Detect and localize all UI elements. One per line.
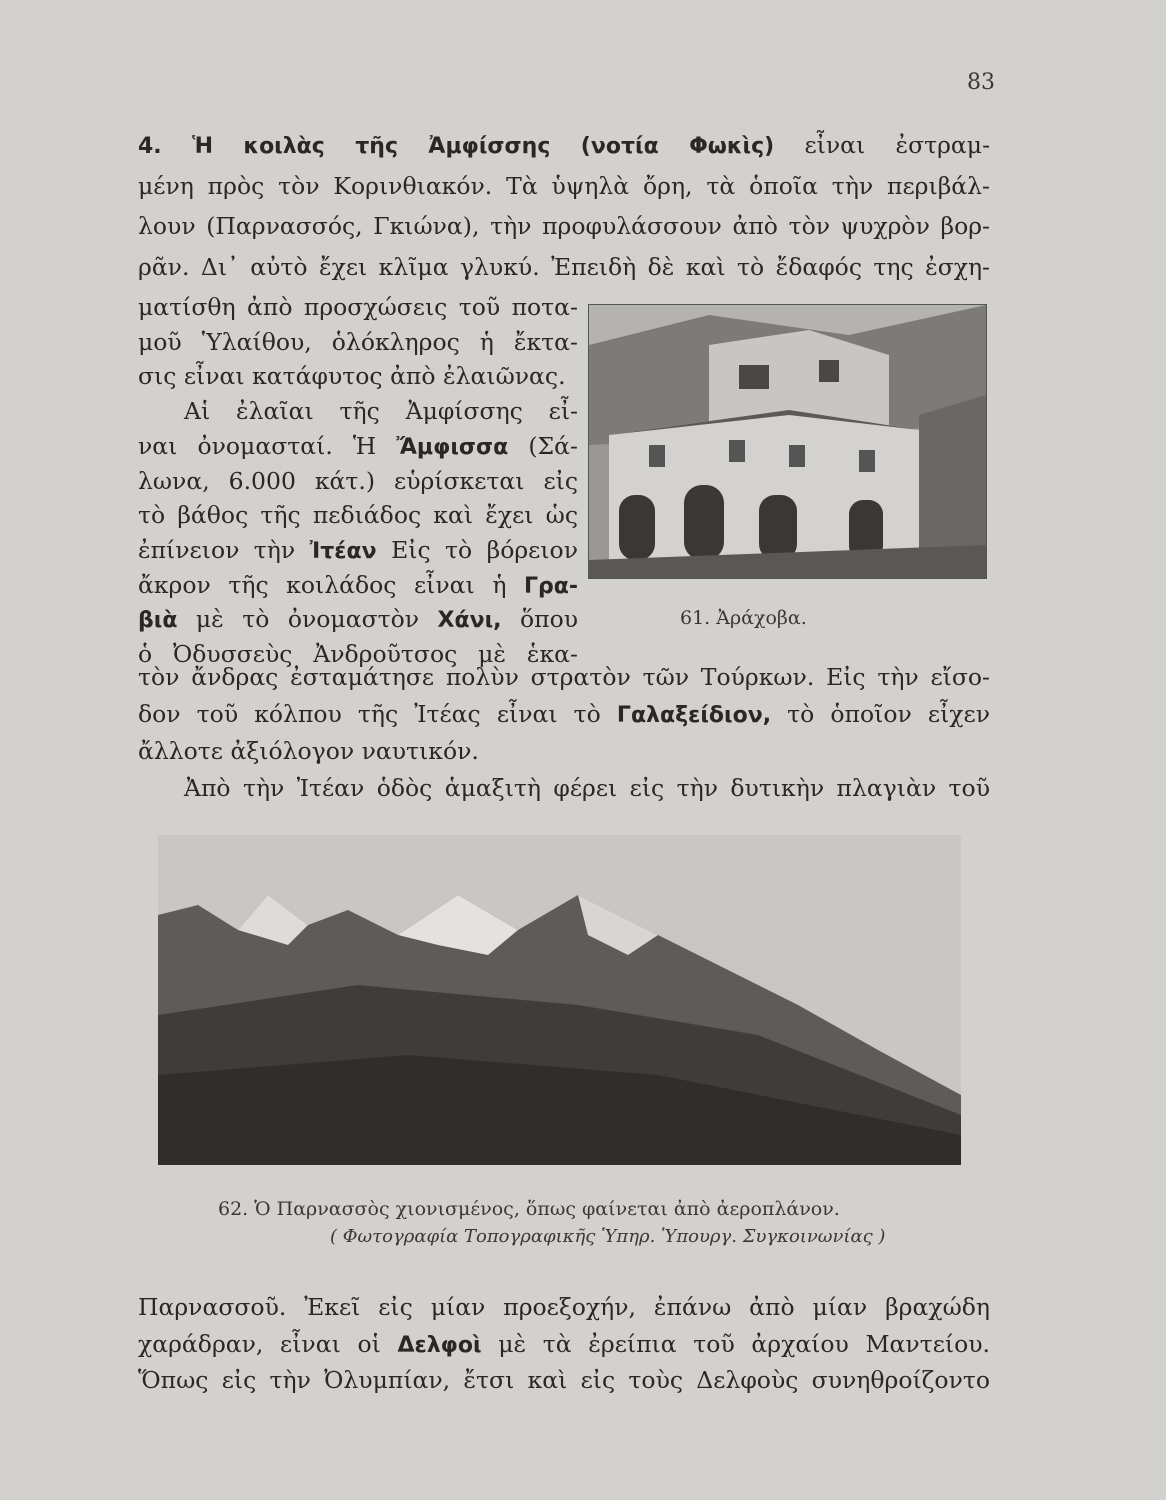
text-span: ματίσθη ἀπὸ προσχώσεις τοῦ ποτα- [138,293,578,321]
text-span: ὁ Ὀδυσσεὺς Ἀνδροῦτσος μὲ ἑκα- [138,640,578,668]
bold-term: βιὰ [138,608,178,634]
figure-62-credit: ( Φωτογραφία Τοπογραφικῆς Ὑπηρ. Ὑπουργ. Συγκοινωνίας ) [330,1226,886,1247]
bold-term: Γαλαξείδιον, [616,703,772,728]
text-span: εἶναι ἐστραμ- [774,131,991,159]
text-line [138,1329,990,1361]
text-line [138,500,578,530]
text-line [138,431,578,463]
text-line [138,1365,990,1395]
text-span: λωνα, 6.000 κάτ.) εὑρίσκεται εἰς [138,466,578,495]
text-span: ἄλλοτε ἀξιόλογον ναυτικόν. [138,737,479,765]
text-line [138,662,990,692]
figure-61-caption: 61. Ἀράχοβα. [680,607,807,629]
photo-parnassus [158,835,961,1165]
text-span: Αἱ ἐλαῖαι τῆς Ἀμφίσσης εἶ- [184,397,578,426]
figure-62-caption: 62. Ὁ Παρνασσὸς χιονισμένος, ὅπως φαίνεται ἀπὸ ἀεροπλάνον. [218,1198,840,1220]
text-span: χαράδραν, εἶναι οἱ [138,1329,398,1358]
text-line [138,327,578,357]
text-line [138,736,990,766]
text-span: λουν (Παρνασσός, Γκιώνα), τὴν προφυλάσσουν ἀπὸ τὸν ψυχρὸν βορ- [138,212,990,240]
bold-term: Δελφοὶ [397,1332,482,1358]
text-line [138,292,578,322]
text-span: μὲ τὰ ἐρείπια τοῦ ἀρχαίου Μαντείου. [481,1329,990,1358]
bold-term: Γρα- [523,573,578,599]
text-span: ὅπου [501,605,579,634]
text-line [138,252,990,282]
text-span: ρᾶν. Δι᾽ αὐτὸ ἔχει κλῖμα γλυκύ. Ἐπειδὴ δὲ καὶ τὸ ἔδαφός της ἐσχη- [138,252,990,281]
text-span: μοῦ Ὑλαίθου, ὁλόκληρος ἡ ἔκτα- [138,327,578,356]
text-span: ναι ὀνομασταί. Ἡ [138,431,397,460]
text-line [138,1292,990,1322]
text-line [138,466,578,496]
text-line [138,211,990,241]
text-span: τὸν ἄνδρας ἐσταμάτησε πολὺν στρατὸν τῶν Τούρκων. Εἰς τὴν εἴσο- [138,663,990,691]
page-number: 83 [967,70,995,95]
text-span: τὸ ὁποῖον εἶχεν [771,700,990,728]
text-line [138,773,990,803]
bold-term: 4. Ἡ κοιλὰς τῆς Ἀμφίσσης (νοτία Φωκὶς) [138,134,775,159]
bold-term: Ἰτέαν [309,538,377,564]
bold-term: Ἄμφισσα [396,434,509,460]
photo-arachova [588,304,987,579]
text-span: Ὅπως εἰς τὴν Ὀλυμπίαν, ἔτσι καὶ εἰς τοὺς Δελφοὺς συνηθροίζοντο [138,1366,990,1394]
text-span: Παρνασσοῦ. Ἐκεῖ εἰς μίαν προεξοχήν, ἐπάνω ἀπὸ μίαν βραχώδη [138,1293,990,1321]
text-line [138,130,990,162]
text-line [138,570,578,602]
text-line [138,699,990,731]
text-span: (Σά- [508,431,578,460]
text-span: τὸ βάθος τῆς πεδιάδος καὶ ἔχει ὡς [138,501,578,530]
text-line [138,361,578,391]
text-line [138,396,578,426]
text-span: μὲ τὸ ὀνομαστὸν [177,605,438,634]
text-span: ἄκρον τῆς κοιλάδος εἶναι ἡ [138,570,524,599]
text-span: δον τοῦ κόλπου τῆς Ἰτέας εἶναι τὸ [138,700,617,728]
text-line [138,604,578,636]
text-span: Ἀπὸ τὴν Ἰτέαν ὁδὸς ἁμαξιτὴ φέρει εἰς τὴν δυτικὴν πλαγιὰν τοῦ [184,774,990,802]
bold-term: Χάνι, [437,608,502,634]
text-span: σις εἶναι κατάφυτος ἀπὸ ἐλαιῶνας. [138,362,566,391]
text-span: μένη πρὸς τὸν Κορινθιακόν. Τὰ ὑψηλὰ ὄρη, τὰ ὁποῖα τὴν περιβάλ- [138,171,990,200]
text-line [138,535,578,567]
text-line [138,171,990,201]
text-span: Εἰς τὸ βόρειον [376,535,578,564]
text-span: ἐπίνειον τὴν [138,535,310,564]
